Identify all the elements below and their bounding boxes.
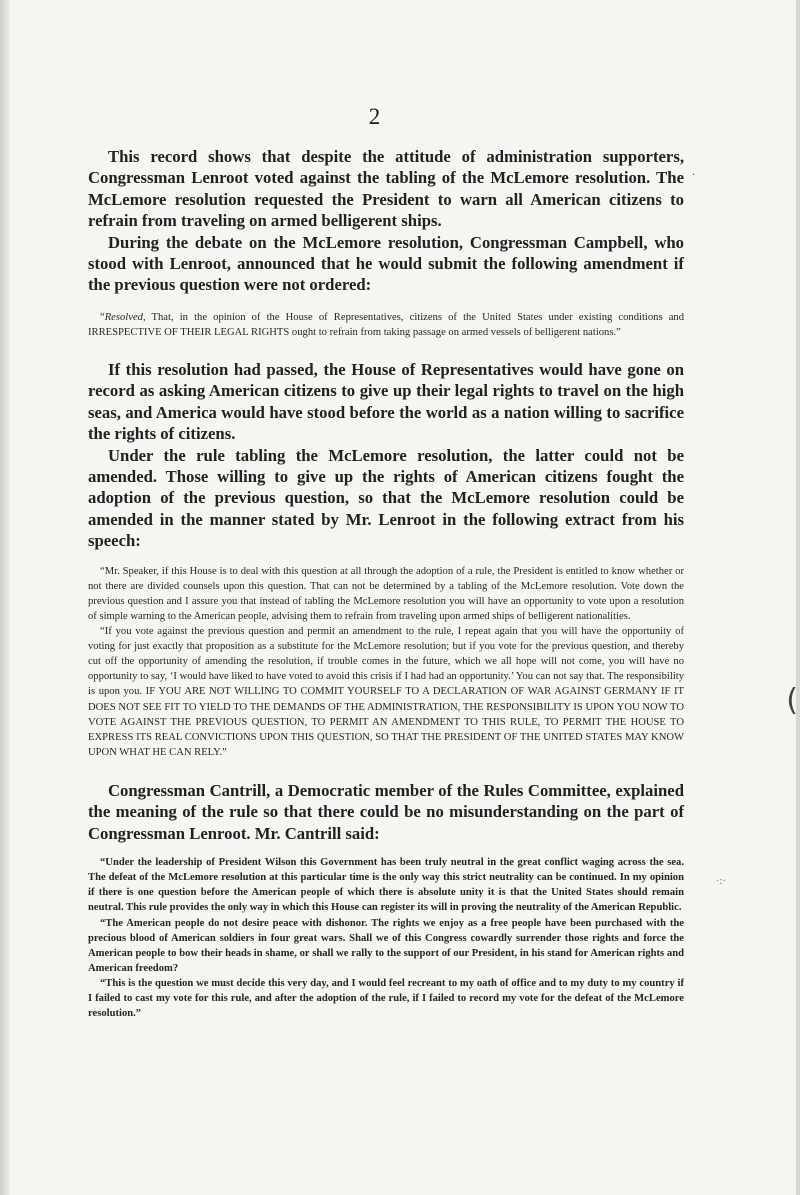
paragraph-rule-tabling: Under the rule tabling the McLemore resolution, the latter could not be amended. Those willing to give up the rights of American citizens fought the adoption of the previous question, so that the McLemore resolution could be amended in the manner stated by Mr. Lenroot in the following extract from his speech: — [88, 445, 684, 551]
cantrill-quote-paragraph: “This is the question we must decide this very day, and I would feel recreant to my oath of office and to my duty to my country if I failed to cast my vote for this rule, and after the adoption of the rule, if I failed to record my vote for the defeat of the McLemore resolution.” — [88, 977, 684, 1020]
paragraph-cantrill: Congressman Cantrill, a Democratic member of the Rules Committee, explained the meaning of the rule so that there could be no misunderstanding on the part of Congressman Lenroot. Mr. Cantrill said: — [88, 780, 684, 843]
cantrill-quote-paragraph: “The American people do not desire peace with dishonor. The rights we enjoy as a free people have been purchased with the precious blood of American soldiers in four great wars. Shall we of this Congress cowardly surrender those rights and force the American people to bow their heads in shame, or shall we rally to the support of our President, in his stand for American rights and American freedom? — [88, 917, 684, 974]
lenroot-speech-quote — [88, 564, 684, 760]
scan-artifact-dot: · — [692, 170, 696, 181]
scan-artifact-dots: ·:· — [716, 876, 726, 887]
amendment-quote — [88, 310, 684, 340]
page-content — [88, 146, 684, 1021]
page-right-edge — [796, 0, 800, 1195]
lenroot-quote-paragraph: “If you vote against the previous question and permit an amendment to the rule, I repeat again that you will have the opportunity of voting for just exactly that proposition as a substitute for the McLemore resolution; but if you vote for the previous question, and thereby cut off the opportunity of amending the resolution, if trouble comes in the future, which we all hope will not come, you will have no opportunity to say, ‘I would have liked to have voted to avoid this crisis if I had had an opportunity.’ You can not say that. The responsibility is upon you. IF YOU ARE NOT WILLING TO COMMIT YOURSELF TO A DECLARATION OF WAR AGAINST GERMANY IF IT DOES NOT SEE FIT TO YIELD TO THE DEMANDS OF THE ADMINISTRATION, THE RESPONSIBILITY IS UPON YOU NOW TO VOTE AGAINST THE PREVIOUS QUESTION, TO PERMIT AN AMENDMENT TO THIS RULE, TO PERMIT THE HOUSE TO EXPRESS ITS REAL CONVICTIONS UPON THIS QUESTION, SO THAT THE PRESIDENT OF THE UNITED STATES MAY KNOW UPON WHAT HE CAN RELY.” — [88, 626, 684, 758]
lenroot-quote-paragraph: “Mr. Speaker, if this House is to deal with this question at all through the adoption of a rule, the President is entitled to know whether or not there are divided counsels upon this question. That can not be determined by a tabling of the McLemore resolution. Vote down the previous question and I assure you that instead of tabling the McLemore resolution you will have an opportunity to vote upon a resolution of simple warning to the American people, advising them to refrain from traveling upon armed ships of belligerent nationalities. — [88, 565, 684, 622]
cantrill-speech-quote — [88, 855, 684, 1021]
amendment-open-quote: “ — [100, 311, 105, 323]
page-left-edge-shadow — [0, 0, 10, 1195]
amendment-body: That, in the opinion of the House of Representatives, citizens of the United States under existing conditions and IRRESPECTIVE OF THEIR LEGAL RIGHTS ought to refrain from taking passage on armed vessels of belligerent nations.” — [88, 311, 684, 338]
amendment-resolved-word: Resolved, — [104, 311, 146, 323]
paragraph-if-passed: If this resolution had passed, the House of Representatives would have gone on record as asking American citizens to give up their legal rights to travel on the high seas, and America would have stood before the world as a nation willing to sacrifice the rights of citizens. — [88, 360, 684, 444]
paragraph-record: This record shows that despite the attitude of administration supporters, Congressman Lenroot voted against the tabling of the McLemore resolution. The McLemore resolution requested the President to warn all American citizens to refrain from traveling on armed belligerent ships. — [88, 147, 684, 231]
amendment-quote-text — [88, 310, 684, 340]
cantrill-quote-paragraph: “Under the leadership of President Wilson this Government has been truly neutral in the great conflict waging across the sea. The defeat of the McLemore resolution at this particular time is the only way this strict neutrality can be continued. In my opinion if there is one question before the American people of which there is absolute unity it is that the United States should remain neutral. This rule provides the only way in which this House can register its will in proving the neutrality of the American Republic. — [88, 857, 684, 914]
page-number: 2 — [368, 104, 382, 129]
scan-artifact-paren: ( — [786, 683, 798, 718]
paragraph-debate: During the debate on the McLemore resolution, Congressman Campbell, who stood with Lenroot, announced that he would submit the following amendment if the previous question were not ordered: — [88, 232, 684, 295]
